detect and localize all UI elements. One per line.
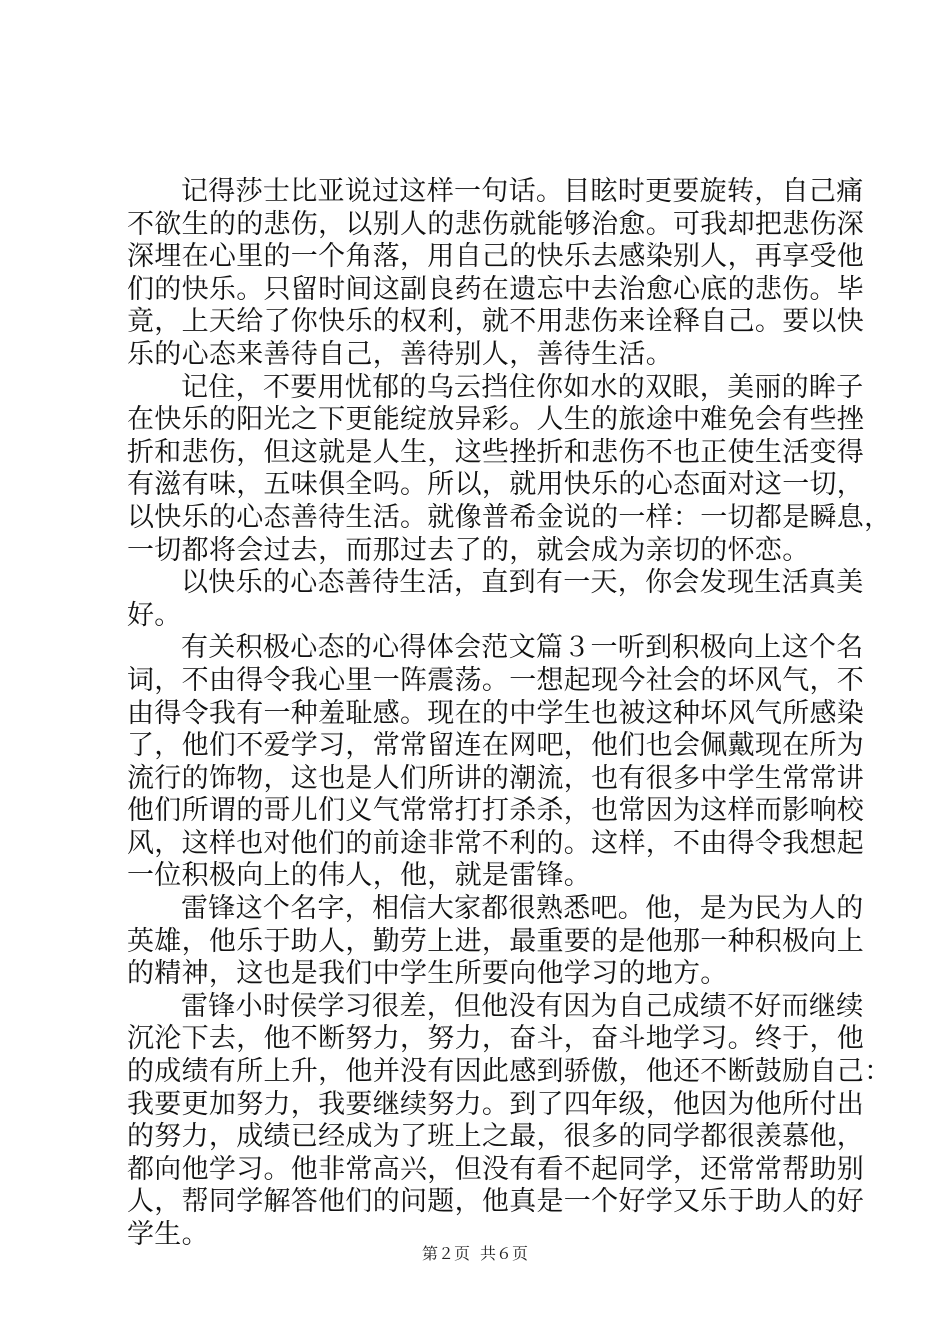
- text-line: 由得令我有一种羞耻感。现在的中学生也被这种坏风气所感染: [127, 697, 865, 729]
- text-line: 我要更加努力，我要继续努力。到了四年级，他因为他所付出: [127, 1088, 865, 1120]
- text-line: 有关积极心态的心得体会范文篇３一听到积极向上这个名: [181, 632, 864, 664]
- text-line: 他们所谓的哥儿们义气常常打打杀杀，也常因为这样而影响校: [127, 795, 865, 827]
- text-line: 竟，上天给了你快乐的权利，就不用悲伤来诠释自己。要以快: [127, 306, 865, 338]
- text-line: 们的快乐。只留时间这副良药在遗忘中去治愈心底的悲伤。毕: [127, 273, 865, 305]
- text-line: 学生。: [127, 1219, 209, 1250]
- page-number: 第２页: [421, 1244, 470, 1263]
- text-line: 一位积极向上的伟人，他，就是雷锋。: [127, 860, 592, 892]
- document-body: [127, 176, 892, 1252]
- text-line: 英雄，他乐于助人，勤劳上进，最重要的是他那一种积极向上: [127, 925, 865, 957]
- page-footer: [0, 1244, 950, 1264]
- text-line: 有滋有味，五味俱全吗。所以，就用快乐的心态面对这一切，: [127, 469, 865, 501]
- text-line: 记得莎士比亚说过这样一句话。目眩时更要旋转，自己痛: [181, 176, 864, 207]
- text-line: 记住，不要用忧郁的乌云挡住你如水的双眼，美丽的眸子: [181, 371, 864, 403]
- text-line: 雷锋小时侯学习很差，但他没有因为自己成绩不好而继续: [181, 990, 864, 1022]
- text-line: 不欲生的的悲伤，以别人的悲伤就能够治愈。可我却把悲伤深: [127, 208, 865, 240]
- text-line: 以快乐的心态善待生活。就像普希金说的一样：一切都是瞬息，: [127, 501, 892, 533]
- text-line: 的成绩有所上升，他并没有因此感到骄傲，他还不断鼓励自己：: [127, 1056, 892, 1088]
- text-line: 折和悲伤，但这就是人生，这些挫折和悲伤不也正使生活变得: [127, 436, 865, 468]
- text-line: 乐的心态来善待自己，善待别人，善待生活。: [127, 338, 673, 370]
- text-line: 的努力，成绩已经成为了班上之最，很多的同学都很羡慕他，: [127, 1121, 865, 1153]
- text-line: 风，这样也对他们的前途非常不利的。这样，不由得令我想起: [127, 827, 865, 859]
- text-line: 的精神，这也是我们中学生所要向他学习的地方。: [127, 958, 728, 990]
- text-line: 词，不由得令我心里一阵震荡。一想起现今社会的坏风气，不: [127, 664, 865, 696]
- text-line: 以快乐的心态善待生活，直到有一天，你会发现生活真美: [181, 567, 864, 599]
- text-line: 好。: [127, 599, 182, 631]
- text-line: 在快乐的阳光之下更能绽放异彩。人生的旅途中难免会有些挫: [127, 404, 865, 436]
- text-line: 一切都将会过去，而那过去了的，就会成为亲切的怀恋。: [127, 534, 810, 566]
- text-line: 流行的饰物，这也是人们所讲的潮流，也有很多中学生常常讲: [127, 762, 865, 794]
- page-total: 共６页: [480, 1244, 529, 1263]
- text-line: 沉沦下去，他不断努力，努力，奋斗，奋斗地学习。终于，他: [127, 1023, 865, 1055]
- text-line: 深埋在心里的一个角落，用自己的快乐去感染别人，再享受他: [127, 241, 865, 273]
- text-line: 了，他们不爱学习，常常留连在网吧，他们也会佩戴现在所为: [127, 730, 865, 762]
- text-line: 都向他学习。他非常高兴，但没有看不起同学，还常常帮助别: [127, 1153, 865, 1185]
- text-line: 雷锋这个名字，相信大家都很熟悉吧。他，是为民为人的: [181, 893, 864, 925]
- text-line: 人，帮同学解答他们的问题，他真是一个好学又乐于助人的好: [127, 1186, 865, 1218]
